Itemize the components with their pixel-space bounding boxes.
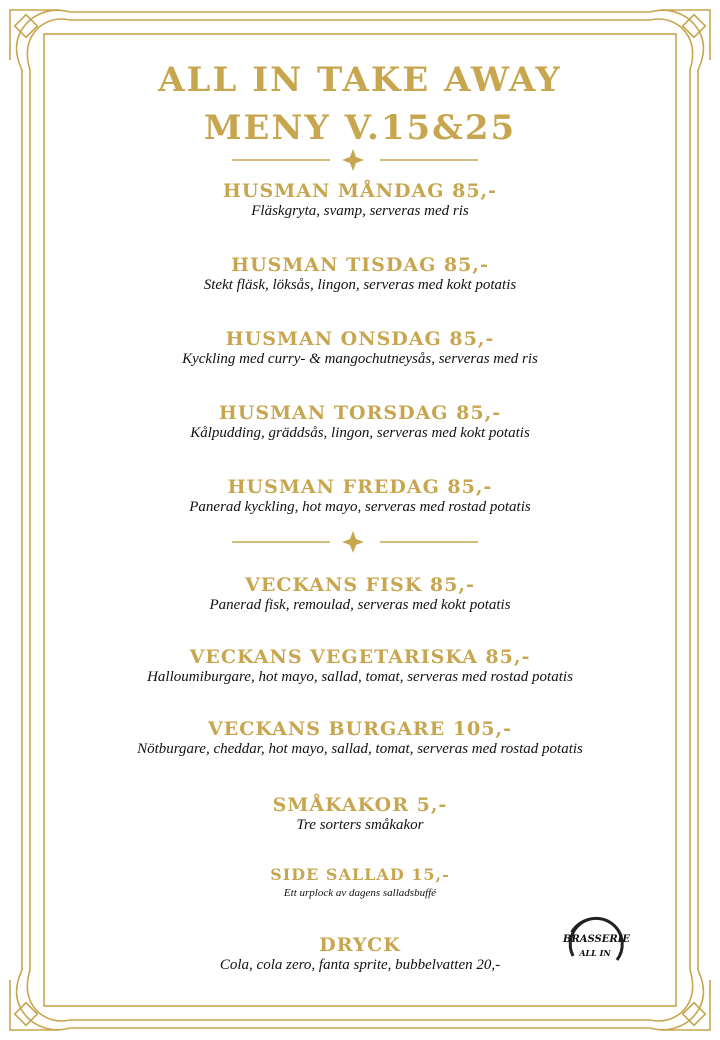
item-description: Ett urplock av dagens salladsbuffé	[283, 887, 437, 899]
item-title: SMÅKAKOR 5,-	[272, 794, 448, 816]
menu-item-friday	[0, 476, 720, 516]
item-description: Panerad fisk, remoulad, serveras med kokt potatis	[209, 597, 511, 613]
item-title: HUSMAN TISDAG 85,-	[231, 254, 489, 276]
item-description: Halloumiburgare, hot mayo, sallad, tomat, serveras med rostad potatis	[147, 669, 573, 685]
menu-title-line2: MENY V.15&25	[203, 108, 517, 148]
star-icon	[342, 531, 364, 553]
star-icon	[342, 149, 364, 171]
divider-middle	[0, 528, 720, 558]
brasserie-logo	[563, 912, 630, 976]
item-title: HUSMAN FREDAG 85,-	[227, 476, 493, 498]
divider-top	[0, 146, 720, 176]
item-description: Panerad kyckling, hot mayo, serveras med rostad potatis	[189, 499, 531, 515]
item-title: VECKANS FISK 85,-	[245, 574, 475, 596]
logo-line1: BRASSERIE	[563, 934, 630, 945]
menu-item-burger	[0, 718, 720, 758]
item-title: HUSMAN ONSDAG 85,-	[225, 328, 495, 350]
logo-line2: ALL IN	[579, 948, 611, 958]
menu-item-cookies	[0, 794, 720, 834]
item-description: Nötburgare, cheddar, hot mayo, sallad, tomat, serveras med rostad potatis	[137, 741, 583, 757]
item-description: Tre sorters småkakor	[296, 817, 424, 833]
menu-item-wednesday	[0, 328, 720, 368]
item-description: Cola, cola zero, fanta sprite, bubbelvatten 20,-	[219, 957, 501, 973]
menu-item-side-salad	[0, 864, 720, 900]
menu-item-vegetarian	[0, 646, 720, 686]
menu-title-line1: ALL IN TAKE AWAY	[158, 60, 562, 100]
item-description: Kyckling med curry- & mangochutneysås, serveras med ris	[182, 351, 538, 367]
item-description: Fläskgryta, svamp, serveras med ris	[251, 203, 469, 219]
item-description: Stekt fläsk, löksås, lingon, serveras med kokt potatis	[203, 277, 517, 293]
item-title: VECKANS VEGETARISKA 85,-	[189, 646, 531, 668]
item-description: Kålpudding, gräddsås, lingon, serveras med kokt potatis	[190, 425, 530, 441]
item-title: HUSMAN MÅNDAG 85,-	[222, 180, 498, 202]
menu-item-tuesday	[0, 254, 720, 294]
menu-item-monday	[0, 180, 720, 220]
menu-item-thursday	[0, 402, 720, 442]
menu-item-fish	[0, 574, 720, 614]
item-title: VECKANS BURGARE 105,-	[208, 718, 512, 740]
item-title: SIDE SALLAD 15,-	[270, 865, 450, 884]
item-title: HUSMAN TORSDAG 85,-	[218, 402, 502, 424]
item-title: DRYCK	[319, 934, 401, 956]
